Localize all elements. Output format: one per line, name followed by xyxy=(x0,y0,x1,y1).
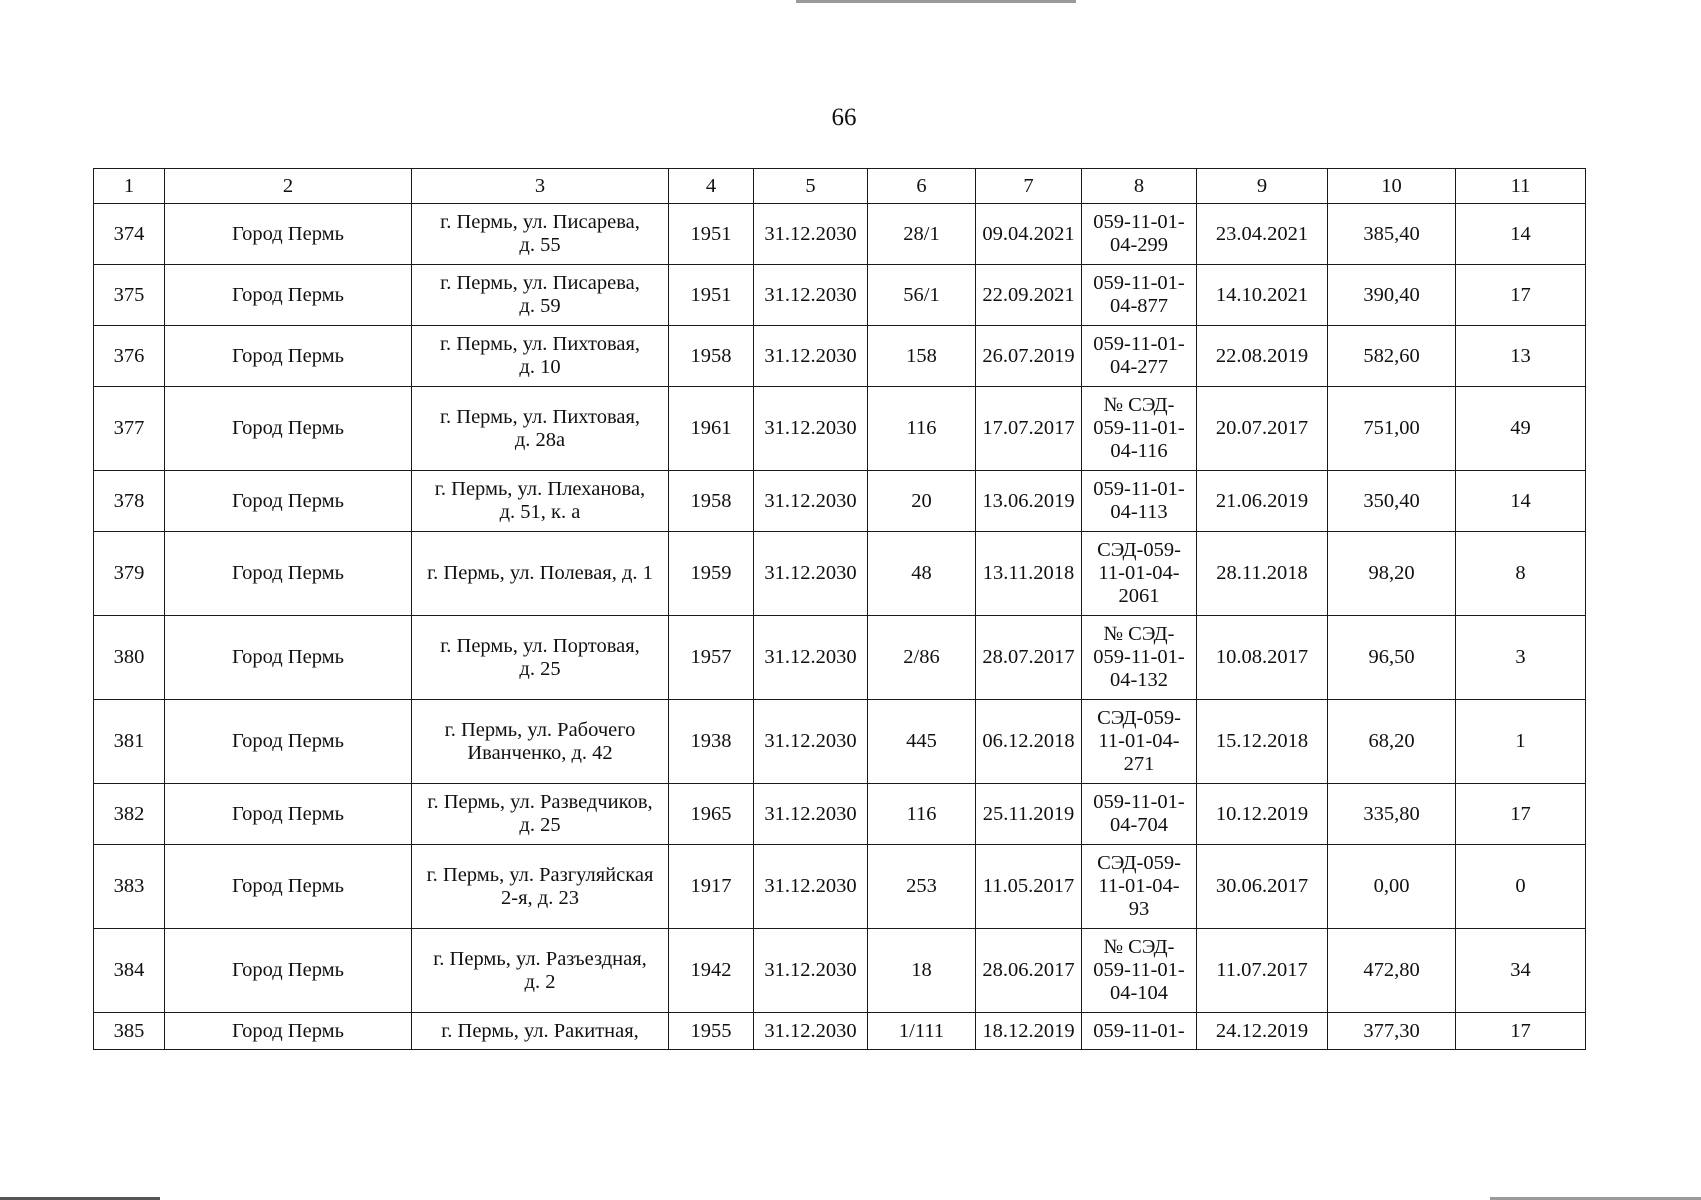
address-cell xyxy=(412,700,669,784)
cell-line: 11-01-04- xyxy=(1098,875,1180,897)
column-11-count-cell: 8 xyxy=(1456,532,1586,616)
column-6-cell: 20 xyxy=(868,471,976,532)
area-cell: 350,40 xyxy=(1328,471,1456,532)
cell-line: 04-113 xyxy=(1110,501,1168,523)
cell-line: 059-11-01- xyxy=(1093,791,1185,813)
cell-line: 93 xyxy=(1128,898,1150,920)
year-cell: 1951 xyxy=(669,204,754,265)
table-row xyxy=(94,532,1586,616)
municipality-cell: Город Пермь xyxy=(165,700,412,784)
column-9-date-cell: 30.06.2017 xyxy=(1197,845,1328,929)
year-cell: 1951 xyxy=(669,265,754,326)
cell-line: № СЭД- xyxy=(1103,623,1175,645)
column-header: 4 xyxy=(669,169,754,204)
year-cell: 1917 xyxy=(669,845,754,929)
cell-line: 059-11-01- xyxy=(1093,417,1185,439)
document-number-cell xyxy=(1082,616,1197,700)
term-cell: 31.12.2030 xyxy=(754,784,868,845)
term-cell: 31.12.2030 xyxy=(754,326,868,387)
address-cell xyxy=(412,929,669,1013)
column-9-date-cell: 15.12.2018 xyxy=(1197,700,1328,784)
area-cell: 385,40 xyxy=(1328,204,1456,265)
column-7-date-cell: 11.05.2017 xyxy=(976,845,1082,929)
area-cell: 335,80 xyxy=(1328,784,1456,845)
column-11-count-cell: 17 xyxy=(1456,265,1586,326)
term-cell: 31.12.2030 xyxy=(754,929,868,1013)
term-cell: 31.12.2030 xyxy=(754,265,868,326)
column-7-date-cell: 09.04.2021 xyxy=(976,204,1082,265)
column-7-date-cell: 28.06.2017 xyxy=(976,929,1082,1013)
table-row xyxy=(94,326,1586,387)
document-number-cell xyxy=(1082,700,1197,784)
cell-line: д. 10 xyxy=(519,356,561,378)
column-7-date-cell: 17.07.2017 xyxy=(976,387,1082,471)
column-6-cell: 18 xyxy=(868,929,976,1013)
table-row xyxy=(94,929,1586,1013)
column-6-cell: 116 xyxy=(868,387,976,471)
cell-line: 04-704 xyxy=(1109,814,1169,836)
column-header: 5 xyxy=(754,169,868,204)
column-9-date-cell: 23.04.2021 xyxy=(1197,204,1328,265)
cell-line: 059-11-01- xyxy=(1093,333,1185,355)
table-row xyxy=(94,471,1586,532)
table-row xyxy=(94,387,1586,471)
term-cell: 31.12.2030 xyxy=(754,1013,868,1050)
municipality-cell: Город Пермь xyxy=(165,471,412,532)
address-cell xyxy=(412,845,669,929)
year-cell: 1938 xyxy=(669,700,754,784)
column-header: 8 xyxy=(1082,169,1197,204)
row-number-cell: 374 xyxy=(94,204,165,265)
table-row xyxy=(94,700,1586,784)
cell-line: 059-11-01- xyxy=(1093,478,1185,500)
table-row xyxy=(94,265,1586,326)
cell-line: 11-01-04- xyxy=(1098,562,1180,584)
address-cell xyxy=(412,326,669,387)
address-cell xyxy=(412,784,669,845)
row-number-cell: 382 xyxy=(94,784,165,845)
document-number-cell xyxy=(1082,532,1197,616)
document-number-cell xyxy=(1082,784,1197,845)
document-number-cell xyxy=(1082,1013,1197,1050)
cell-line: 059-11-01- xyxy=(1093,1019,1185,1042)
cell-line: г. Пермь, ул. Разведчиков, xyxy=(427,791,653,813)
address-cell xyxy=(412,471,669,532)
page-number: 66 xyxy=(831,104,857,131)
column-6-cell: 253 xyxy=(868,845,976,929)
column-9-date-cell: 14.10.2021 xyxy=(1197,265,1328,326)
address-cell xyxy=(412,265,669,326)
register-table xyxy=(93,168,1586,1050)
column-9-date-cell: 22.08.2019 xyxy=(1197,326,1328,387)
column-7-date-cell: 28.07.2017 xyxy=(976,616,1082,700)
column-11-count-cell: 13 xyxy=(1456,326,1586,387)
area-cell: 390,40 xyxy=(1328,265,1456,326)
cell-line: 04-277 xyxy=(1109,356,1169,378)
term-cell: 31.12.2030 xyxy=(754,387,868,471)
row-number-cell: 381 xyxy=(94,700,165,784)
cell-line: д. 2 xyxy=(524,970,556,993)
year-cell: 1955 xyxy=(669,1013,754,1050)
column-9-date-cell: 10.12.2019 xyxy=(1197,784,1328,845)
column-6-cell: 116 xyxy=(868,784,976,845)
column-header: 1 xyxy=(94,169,165,204)
document-number-cell xyxy=(1082,326,1197,387)
term-cell: 31.12.2030 xyxy=(754,616,868,700)
cell-line: 059-11-01- xyxy=(1093,646,1185,668)
cell-line: 04-116 xyxy=(1110,440,1168,462)
column-9-date-cell: 20.07.2017 xyxy=(1197,387,1328,471)
row-number-cell: 376 xyxy=(94,326,165,387)
column-11-count-cell: 17 xyxy=(1456,784,1586,845)
row-number-cell: 383 xyxy=(94,845,165,929)
term-cell: 31.12.2030 xyxy=(754,700,868,784)
column-header: 11 xyxy=(1456,169,1586,204)
cell-line: г. Пермь, ул. Полевая, д. 1 xyxy=(427,562,653,584)
column-11-count-cell: 0 xyxy=(1456,845,1586,929)
document-number-cell xyxy=(1082,929,1197,1013)
cell-line: г. Пермь, ул. Пихтовая, xyxy=(439,333,641,355)
cell-line: 059-11-01- xyxy=(1093,211,1185,233)
year-cell: 1958 xyxy=(669,326,754,387)
column-6-cell: 158 xyxy=(868,326,976,387)
year-cell: 1958 xyxy=(669,471,754,532)
column-7-date-cell: 06.12.2018 xyxy=(976,700,1082,784)
document-number-cell xyxy=(1082,387,1197,471)
municipality-cell: Город Пермь xyxy=(165,387,412,471)
cell-line: г. Пермь, ул. Писарева, xyxy=(440,211,640,233)
table-row xyxy=(94,845,1586,929)
term-cell: 31.12.2030 xyxy=(754,845,868,929)
cell-line: 2-я, д. 23 xyxy=(501,886,579,909)
document-number-cell xyxy=(1082,845,1197,929)
municipality-cell: Город Пермь xyxy=(165,616,412,700)
row-number-cell: 380 xyxy=(94,616,165,700)
municipality-cell: Город Пермь xyxy=(165,265,412,326)
municipality-cell: Город Пермь xyxy=(165,1013,412,1050)
address-cell xyxy=(412,532,669,616)
cell-line: д. 59 xyxy=(519,295,561,317)
cell-line: № СЭД- xyxy=(1103,394,1175,416)
column-header: 9 xyxy=(1197,169,1328,204)
address-cell xyxy=(412,1013,669,1050)
year-cell: 1957 xyxy=(669,616,754,700)
cell-line: Иванченко, д. 42 xyxy=(467,741,613,764)
cell-line: 059-11-01- xyxy=(1093,272,1185,294)
row-number-cell: 377 xyxy=(94,387,165,471)
cell-line: 04-104 xyxy=(1109,982,1169,1004)
column-7-date-cell: 26.07.2019 xyxy=(976,326,1082,387)
cell-line: д. 55 xyxy=(519,234,561,256)
cell-line: 11-01-04- xyxy=(1098,730,1180,752)
municipality-cell: Город Пермь xyxy=(165,784,412,845)
cell-line: № СЭД- xyxy=(1103,936,1175,958)
table-body xyxy=(94,204,1586,1050)
area-cell: 582,60 xyxy=(1328,326,1456,387)
cell-line: г. Пермь, ул. Плеханова, xyxy=(434,478,646,500)
column-6-cell: 445 xyxy=(868,700,976,784)
term-cell: 31.12.2030 xyxy=(754,204,868,265)
column-7-date-cell: 13.06.2019 xyxy=(976,471,1082,532)
area-cell: 472,80 xyxy=(1328,929,1456,1013)
column-7-date-cell: 22.09.2021 xyxy=(976,265,1082,326)
column-6-cell: 56/1 xyxy=(868,265,976,326)
cell-line: г. Пермь, ул. Ракитная, xyxy=(441,1019,639,1042)
column-header: 7 xyxy=(976,169,1082,204)
row-number-cell: 378 xyxy=(94,471,165,532)
cell-line: 059-11-01- xyxy=(1093,959,1185,981)
document-number-cell xyxy=(1082,204,1197,265)
table-row xyxy=(94,1013,1586,1050)
year-cell: 1961 xyxy=(669,387,754,471)
row-number-cell: 385 xyxy=(94,1013,165,1050)
row-number-cell: 379 xyxy=(94,532,165,616)
area-cell: 68,20 xyxy=(1328,700,1456,784)
column-9-date-cell: 11.07.2017 xyxy=(1197,929,1328,1013)
cell-line: д. 28а xyxy=(514,428,566,451)
area-cell: 377,30 xyxy=(1328,1013,1456,1050)
municipality-cell: Город Пермь xyxy=(165,845,412,929)
column-header: 2 xyxy=(165,169,412,204)
cell-line: 04-132 xyxy=(1109,669,1169,691)
column-9-date-cell: 28.11.2018 xyxy=(1197,532,1328,616)
column-11-count-cell: 1 xyxy=(1456,700,1586,784)
cell-line: СЭД-059- xyxy=(1097,539,1181,561)
cell-line: г. Пермь, ул. Рабочего xyxy=(444,718,636,741)
municipality-cell: Город Пермь xyxy=(165,532,412,616)
address-cell xyxy=(412,204,669,265)
municipality-cell: Город Пермь xyxy=(165,929,412,1013)
column-9-date-cell: 10.08.2017 xyxy=(1197,616,1328,700)
cell-line: д. 25 xyxy=(519,814,561,836)
area-cell: 98,20 xyxy=(1328,532,1456,616)
cell-line: д. 25 xyxy=(519,657,561,680)
column-6-cell: 28/1 xyxy=(868,204,976,265)
column-6-cell: 48 xyxy=(868,532,976,616)
column-11-count-cell: 34 xyxy=(1456,929,1586,1013)
area-cell: 0,00 xyxy=(1328,845,1456,929)
column-9-date-cell: 24.12.2019 xyxy=(1197,1013,1328,1050)
column-9-date-cell: 21.06.2019 xyxy=(1197,471,1328,532)
cell-line: 2061 xyxy=(1118,585,1160,607)
column-7-date-cell: 25.11.2019 xyxy=(976,784,1082,845)
document-number-cell xyxy=(1082,471,1197,532)
column-header: 3 xyxy=(412,169,669,204)
term-cell: 31.12.2030 xyxy=(754,532,868,616)
cell-line: СЭД-059- xyxy=(1097,852,1181,874)
year-cell: 1965 xyxy=(669,784,754,845)
cell-line: 271 xyxy=(1123,753,1155,775)
cell-line: 04-299 xyxy=(1109,234,1169,256)
header-row xyxy=(94,169,1586,204)
column-6-cell: 2/86 xyxy=(868,616,976,700)
table-row xyxy=(94,616,1586,700)
column-7-date-cell: 18.12.2019 xyxy=(976,1013,1082,1050)
column-11-count-cell: 49 xyxy=(1456,387,1586,471)
column-11-count-cell: 17 xyxy=(1456,1013,1586,1050)
cell-line: д. 51, к. а xyxy=(499,501,581,523)
municipality-cell: Город Пермь xyxy=(165,204,412,265)
cell-line: г. Пермь, ул. Портовая, xyxy=(440,634,640,657)
column-11-count-cell: 14 xyxy=(1456,204,1586,265)
scan-edge-mark-top xyxy=(796,0,1076,3)
document-number-cell xyxy=(1082,265,1197,326)
area-cell: 96,50 xyxy=(1328,616,1456,700)
column-6-cell: 1/111 xyxy=(868,1013,976,1050)
column-header: 10 xyxy=(1328,169,1456,204)
column-11-count-cell: 14 xyxy=(1456,471,1586,532)
column-header: 6 xyxy=(868,169,976,204)
column-7-date-cell: 13.11.2018 xyxy=(976,532,1082,616)
cell-line: г. Пермь, ул. Разгуляйская xyxy=(426,863,654,886)
cell-line: г. Пермь, ул. Писарева, xyxy=(440,272,640,294)
municipality-cell: Город Пермь xyxy=(165,326,412,387)
row-number-cell: 384 xyxy=(94,929,165,1013)
address-cell xyxy=(412,616,669,700)
term-cell: 31.12.2030 xyxy=(754,471,868,532)
cell-line: г. Пермь, ул. Пихтовая, xyxy=(439,405,641,428)
address-cell xyxy=(412,387,669,471)
table-row xyxy=(94,204,1586,265)
year-cell: 1959 xyxy=(669,532,754,616)
area-cell: 751,00 xyxy=(1328,387,1456,471)
row-number-cell: 375 xyxy=(94,265,165,326)
cell-line: 04-877 xyxy=(1109,295,1169,317)
cell-line: СЭД-059- xyxy=(1097,707,1181,729)
column-11-count-cell: 3 xyxy=(1456,616,1586,700)
table-row xyxy=(94,784,1586,845)
cell-line: г. Пермь, ул. Разъездная, xyxy=(433,947,647,970)
year-cell: 1942 xyxy=(669,929,754,1013)
